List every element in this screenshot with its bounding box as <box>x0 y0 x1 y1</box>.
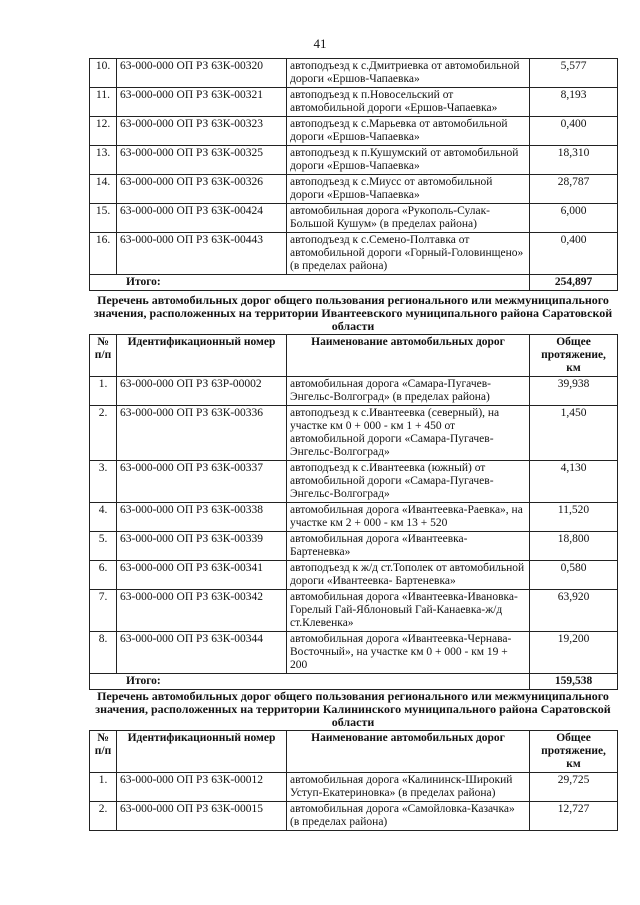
road-length: 63,920 <box>530 590 618 632</box>
row-number: 8. <box>90 632 117 674</box>
col-header-name: Наименование автомобильных дорог <box>287 731 530 773</box>
table-row <box>90 233 618 275</box>
road-name: автомобильная дорога «Рукополь-Сулак-Большой Кушум» (в пределах района) <box>287 204 530 233</box>
table-row <box>90 59 618 88</box>
row-number: 11. <box>90 88 117 117</box>
road-length: 5,577 <box>530 59 618 88</box>
col-header-id: Идентификационный номер <box>117 335 287 377</box>
road-name: автомобильная дорога «Калининск-Широкий Уступ-Екатериновка» (в пределах района) <box>287 773 530 802</box>
road-length: 12,727 <box>530 802 618 831</box>
road-length: 28,787 <box>530 175 618 204</box>
row-number: 1. <box>90 377 117 406</box>
road-name: автомобильная дорога «Ивантеевка-Раевка», на участке км 2 + 000 - км 13 + 520 <box>287 503 530 532</box>
table-row <box>90 532 618 561</box>
row-number: 1. <box>90 773 117 802</box>
col-header-name: Наименование автомобильных дорог <box>287 335 530 377</box>
row-number: 16. <box>90 233 117 275</box>
road-name: автоподъезд к с.Семено-Полтавка от автомобильной дороги «Горный-Головинщено» (в пределах района) <box>287 233 530 275</box>
road-name: автомобильная дорога «Ивантеевка-Бартеневка» <box>287 532 530 561</box>
row-number: 10. <box>90 59 117 88</box>
table-row <box>90 773 618 802</box>
road-id: 63-000-000 ОП РЗ 63К-00325 <box>117 146 287 175</box>
section3-title: Перечень автомобильных дорог общего пользования регионального или межмуниципального значения, расположенных на территории Калининского муниципального района Саратовской области <box>95 689 611 729</box>
road-name: автоподъезд к п.Кушумский от автомобильной дороги «Ершов-Чапаевка» <box>287 146 530 175</box>
road-length: 11,520 <box>530 503 618 532</box>
road-id: 63-000-000 ОП РЗ 63К-00320 <box>117 59 287 88</box>
road-id: 63-000-000 ОП РЗ 63К-00015 <box>117 802 287 831</box>
table-row <box>90 590 618 632</box>
road-length: 4,130 <box>530 461 618 503</box>
table-row <box>90 146 618 175</box>
table1-total-row <box>90 275 618 291</box>
table2-body <box>90 377 618 674</box>
road-name: автомобильная дорога «Самойловка-Казачка» (в пределах района) <box>287 802 530 831</box>
road-length: 29,725 <box>530 773 618 802</box>
table2-total-row <box>90 674 618 690</box>
table2-total-value: 159,538 <box>530 674 618 690</box>
table1-total-value: 254,897 <box>530 275 618 291</box>
table2-total-label: Итого: <box>90 674 530 690</box>
row-number: 5. <box>90 532 117 561</box>
road-length: 8,193 <box>530 88 618 117</box>
road-id: 63-000-000 ОП РЗ 63Р-00002 <box>117 377 287 406</box>
road-id: 63-000-000 ОП РЗ 63К-00321 <box>117 88 287 117</box>
road-length: 0,400 <box>530 117 618 146</box>
row-number: 6. <box>90 561 117 590</box>
road-id: 63-000-000 ОП РЗ 63К-00012 <box>117 773 287 802</box>
table-row <box>90 632 618 674</box>
row-number: 15. <box>90 204 117 233</box>
table1-body <box>90 59 618 275</box>
road-id: 63-000-000 ОП РЗ 63К-00344 <box>117 632 287 674</box>
row-number: 13. <box>90 146 117 175</box>
col-header-id: Идентификационный номер <box>117 731 287 773</box>
row-number: 2. <box>90 802 117 831</box>
table3-header-row <box>90 731 618 773</box>
row-number: 4. <box>90 503 117 532</box>
road-name: автомобильная дорога «Самара-Пугачев-Энгельс-Волгоград» (в пределах района) <box>287 377 530 406</box>
table-row <box>90 377 618 406</box>
road-length: 18,310 <box>530 146 618 175</box>
road-id: 63-000-000 ОП РЗ 63К-00424 <box>117 204 287 233</box>
road-id: 63-000-000 ОП РЗ 63К-00326 <box>117 175 287 204</box>
road-length: 19,200 <box>530 632 618 674</box>
row-number: 3. <box>90 461 117 503</box>
table3-body <box>90 773 618 831</box>
table-row <box>90 406 618 461</box>
col-header-length: Общее протяжение, км <box>530 731 618 773</box>
table-row <box>90 88 618 117</box>
table-row <box>90 175 618 204</box>
row-number: 12. <box>90 117 117 146</box>
col-header-number: № п/п <box>90 731 117 773</box>
road-id: 63-000-000 ОП РЗ 63К-00323 <box>117 117 287 146</box>
col-header-length: Общее протяжение, км <box>530 335 618 377</box>
road-name: автоподъезд к с.Ивантеевка (южный) от автомобильной дороги «Самара-Пугачев- Энгельс-Волгоград» <box>287 461 530 503</box>
road-id: 63-000-000 ОП РЗ 63К-00443 <box>117 233 287 275</box>
road-name: автоподъезд к с.Марьевка от автомобильной дороги «Ершов-Чапаевка» <box>287 117 530 146</box>
road-id: 63-000-000 ОП РЗ 63К-00336 <box>117 406 287 461</box>
road-length: 39,938 <box>530 377 618 406</box>
road-length: 1,450 <box>530 406 618 461</box>
table-row <box>90 561 618 590</box>
row-number: 2. <box>90 406 117 461</box>
section2-title: Перечень автомобильных дорог общего пользования регионального или межмуниципального значения, расположенных на территории Ивантеевского муниципального района Саратовской области <box>93 293 613 333</box>
road-name: автоподъезд к ж/д ст.Тополек от автомобильной дороги «Ивантеевка- Бартеневка» <box>287 561 530 590</box>
road-id: 63-000-000 ОП РЗ 63К-00339 <box>117 532 287 561</box>
table-row <box>90 802 618 831</box>
roads-table-continued <box>89 58 618 291</box>
road-id: 63-000-000 ОП РЗ 63К-00337 <box>117 461 287 503</box>
road-length: 0,580 <box>530 561 618 590</box>
road-name: автоподъезд к с.Ивантеевка (северный), на участке км 0 + 000 - км 1 + 450 от автомобильной дороги «Самара-Пугачев-Энгельс-Волгоград» <box>287 406 530 461</box>
road-name: автоподъезд к п.Новосельский от автомобильной дороги «Ершов-Чапаевка» <box>287 88 530 117</box>
table-row <box>90 117 618 146</box>
table-row <box>90 503 618 532</box>
col-header-number: № п/п <box>90 335 117 377</box>
table-row <box>90 461 618 503</box>
road-length: 6,000 <box>530 204 618 233</box>
road-name: автоподъезд к с.Миусс от автомобильной дороги «Ершов-Чапаевка» <box>287 175 530 204</box>
ivanteevka-roads-table <box>89 334 618 690</box>
road-length: 0,400 <box>530 233 618 275</box>
road-name: автомобильная дорога «Ивантеевка-Чернава-Восточный», на участке км 0 + 000 - км 19 + 200 <box>287 632 530 674</box>
kalininsk-roads-table <box>89 730 618 831</box>
row-number: 14. <box>90 175 117 204</box>
row-number: 7. <box>90 590 117 632</box>
road-name: автоподъезд к с.Дмитриевка от автомобильной дороги «Ершов-Чапаевка» <box>287 59 530 88</box>
road-id: 63-000-000 ОП РЗ 63К-00342 <box>117 590 287 632</box>
table1-total-label: Итого: <box>90 275 530 291</box>
road-id: 63-000-000 ОП РЗ 63К-00341 <box>117 561 287 590</box>
page-number: 41 <box>313 36 327 51</box>
road-name: автомобильная дорога «Ивантеевка-Ивановка-Горелый Гай-Яблоновый Гай-Канаевка-ж/д ст.Клевенка» <box>287 590 530 632</box>
table-row <box>90 204 618 233</box>
road-id: 63-000-000 ОП РЗ 63К-00338 <box>117 503 287 532</box>
table2-header-row <box>90 335 618 377</box>
road-length: 18,800 <box>530 532 618 561</box>
